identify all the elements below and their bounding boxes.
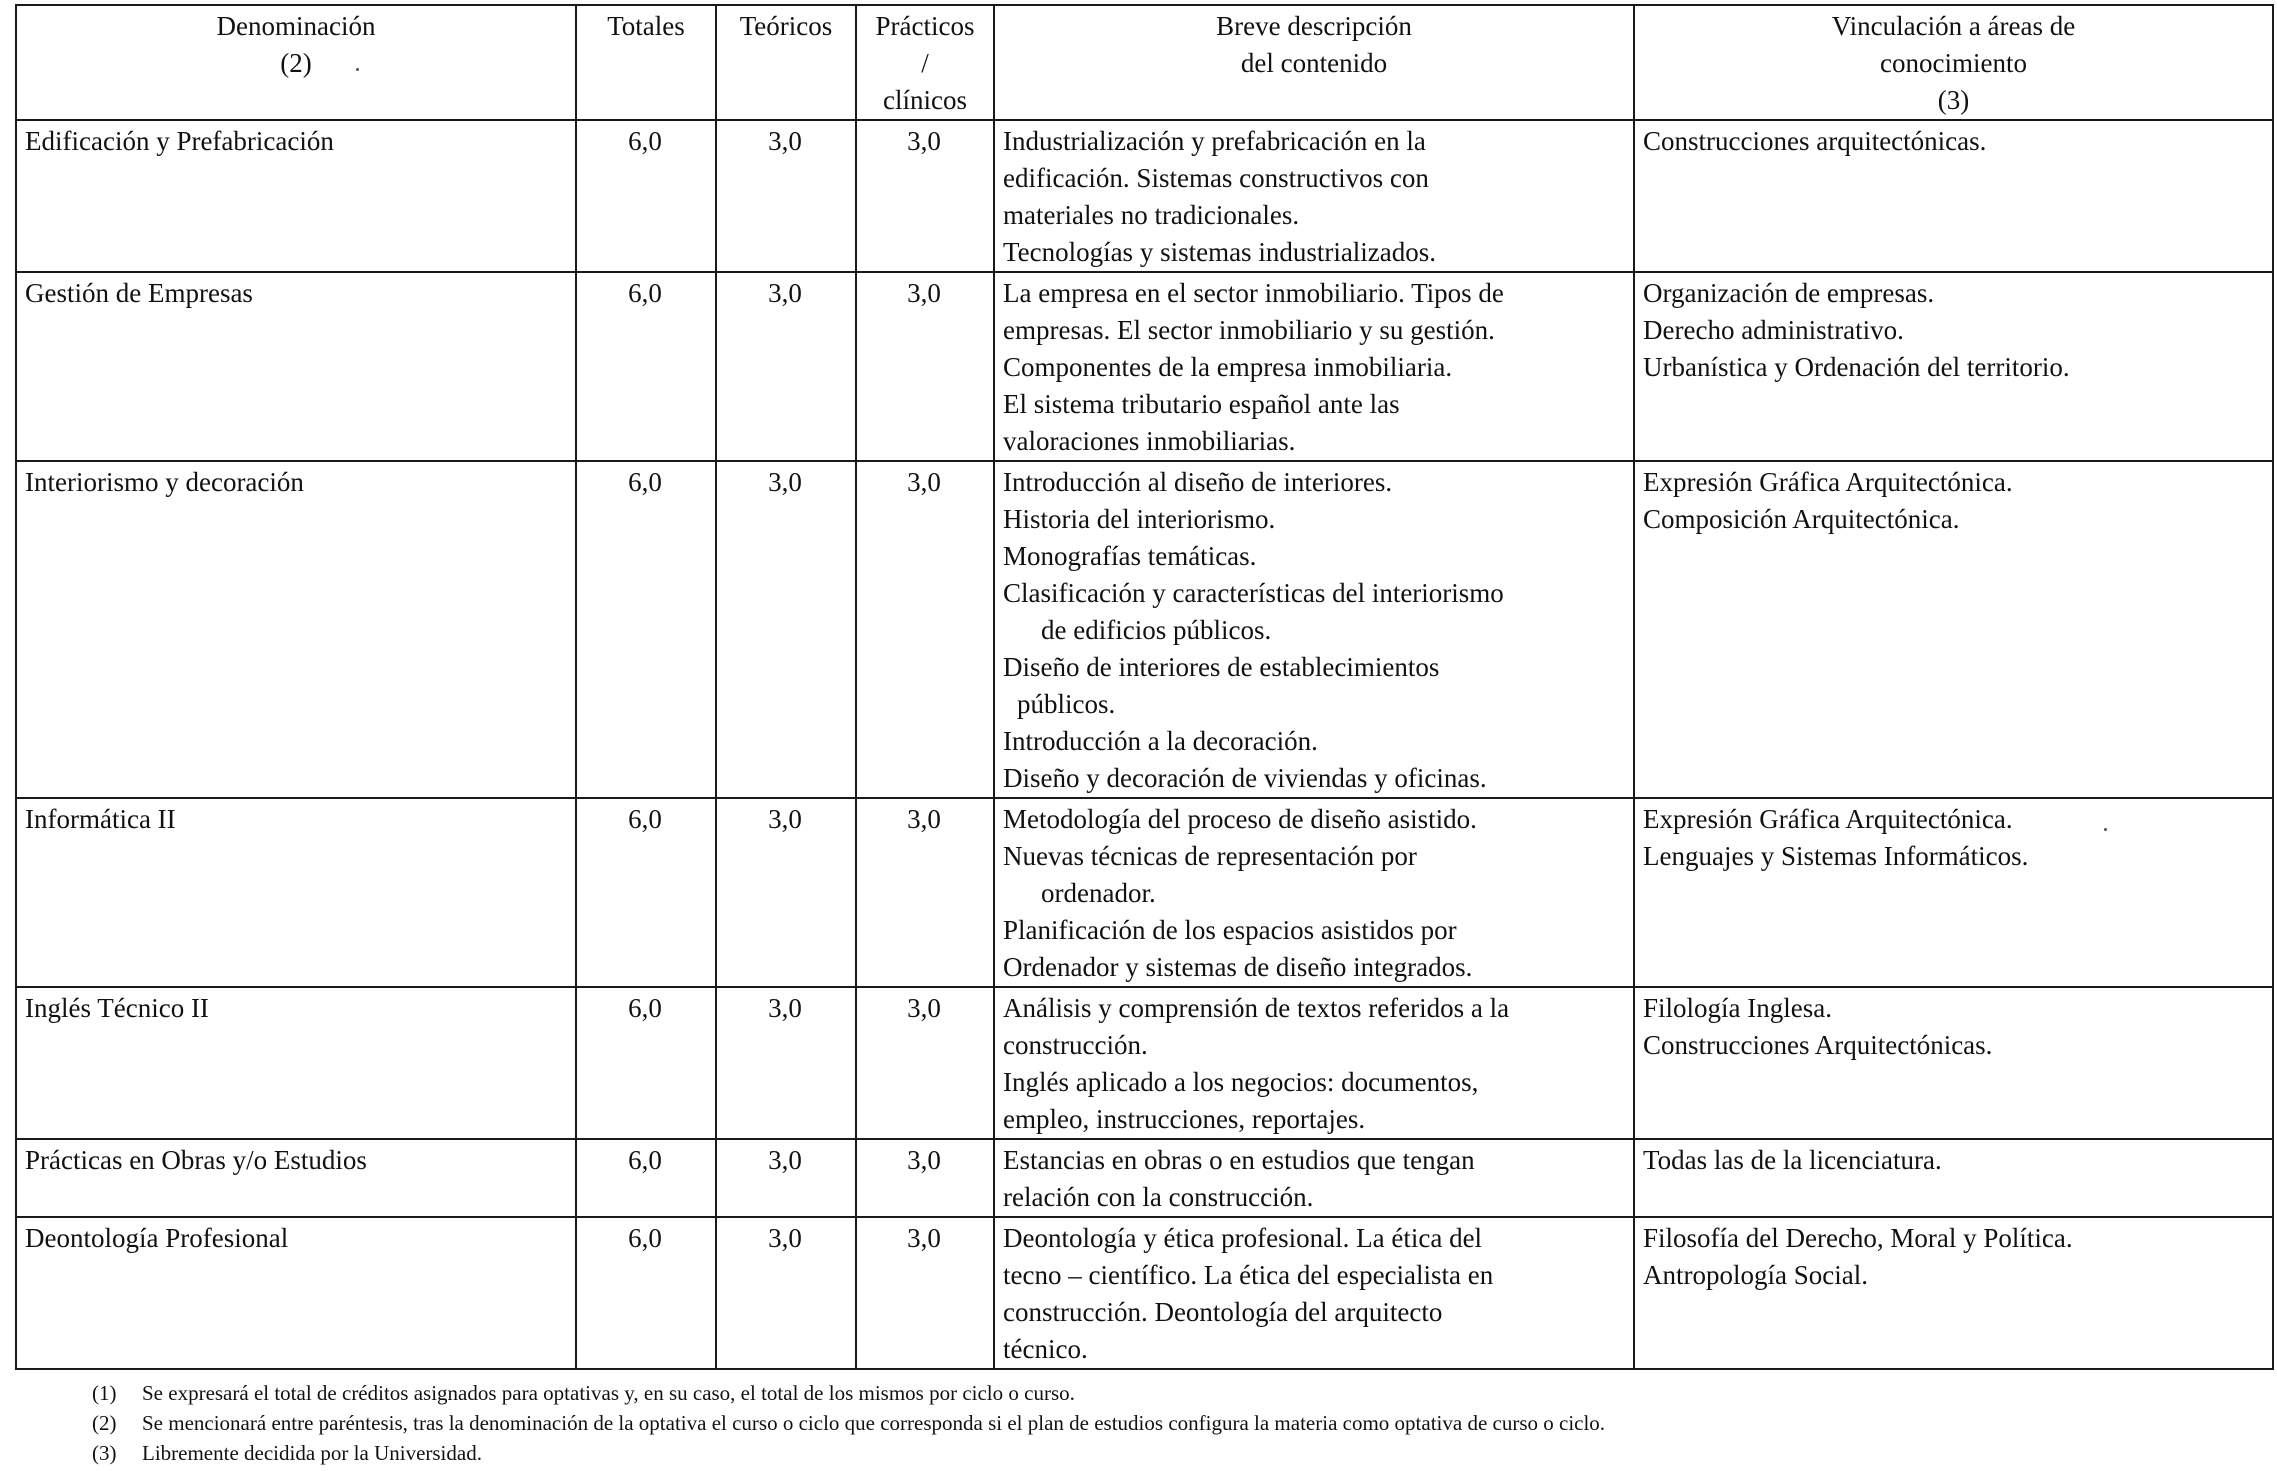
subject-description [994, 272, 1634, 461]
credits-practicos: 3,0 [856, 1217, 994, 1369]
table-row [16, 120, 2273, 272]
header-line: (2) [280, 48, 312, 78]
credits-totales: 6,0 [576, 798, 716, 987]
area-line: Expresión Gráfica Arquitectónica. [1643, 804, 2013, 834]
knowledge-areas [1634, 120, 2273, 272]
subject-description [994, 987, 1634, 1139]
credits-practicos: 3,0 [856, 272, 994, 461]
description-line: empleo, instrucciones, reportajes. [1003, 1104, 1366, 1134]
header-line: Denominación [216, 11, 376, 41]
description-line: Análisis y comprensión de textos referidos a la [1003, 993, 1510, 1023]
description-line: tecno – científico. La ética del especialista en [1003, 1260, 1494, 1290]
header-denominacion [16, 5, 576, 120]
area-line: Filosofía del Derecho, Moral y Política. [1643, 1223, 2073, 1253]
description-line: Inglés aplicado a los negocios: documentos, [1003, 1067, 1479, 1097]
description-line: de edificios públicos. [1041, 615, 1272, 645]
area-line: Urbanística y Ordenación del territorio. [1643, 352, 2070, 382]
credits-teoricos: 3,0 [716, 272, 856, 461]
credits-totales: 6,0 [576, 461, 716, 798]
description-line: Clasificación y características del interiorismo [1003, 578, 1504, 608]
description-line: relación con la construcción. [1003, 1182, 1314, 1212]
table-body [16, 120, 2273, 1369]
area-line: Construcciones Arquitectónicas. [1643, 1030, 1993, 1060]
description-line: Ordenador y sistemas de diseño integrados. [1003, 952, 1473, 982]
header-totales [576, 5, 716, 120]
table-row [16, 272, 2273, 461]
footnote-label: (1) [92, 1381, 117, 1405]
subject-description [994, 1139, 1634, 1217]
subject-name: Edificación y Prefabricación [16, 120, 576, 272]
subject-description [994, 461, 1634, 798]
footnote-label: (3) [92, 1441, 117, 1465]
description-line: Introducción al diseño de interiores. [1003, 467, 1393, 497]
credits-teoricos: 3,0 [716, 120, 856, 272]
knowledge-areas [1634, 1217, 2273, 1369]
description-line: Planificación de los espacios asistidos por [1003, 915, 1457, 945]
description-line: Industrialización y prefabricación en la [1003, 126, 1426, 156]
header-line: / [921, 48, 929, 78]
credits-totales: 6,0 [576, 1217, 716, 1369]
table-row [16, 798, 2273, 987]
credits-teoricos: 3,0 [716, 461, 856, 798]
description-line: Deontología y ética profesional. La ética del [1003, 1223, 1483, 1253]
scan-speck [2104, 828, 2107, 831]
scan-speck [356, 68, 359, 71]
area-line: Expresión Gráfica Arquitectónica. [1643, 467, 2013, 497]
table-row [16, 987, 2273, 1139]
description-line: materiales no tradicionales. [1003, 200, 1300, 230]
subject-name: Gestión de Empresas [16, 272, 576, 461]
header-practicos [856, 5, 994, 120]
footnote-label: (2) [92, 1411, 117, 1435]
header-line: Vinculación a áreas de [1831, 11, 2076, 41]
subject-name: Informática II [16, 798, 576, 987]
table-row [16, 461, 2273, 798]
description-line: Tecnologías y sistemas industrializados. [1003, 237, 1437, 267]
credits-totales: 6,0 [576, 1139, 716, 1217]
description-line: El sistema tributario español ante las [1003, 389, 1400, 419]
description-line: Metodología del proceso de diseño asistido. [1003, 804, 1477, 834]
footnote [92, 1408, 2252, 1438]
subject-name: Interiorismo y decoración [16, 461, 576, 798]
footnote-text: Libremente decidida por la Universidad. [142, 1441, 482, 1465]
header-line: Totales [607, 11, 685, 41]
header-vinculacion [1634, 5, 2273, 120]
credits-practicos: 3,0 [856, 120, 994, 272]
knowledge-areas [1634, 461, 2273, 798]
header-descripcion [994, 5, 1634, 120]
header-teoricos [716, 5, 856, 120]
header-line: Prácticos [875, 11, 975, 41]
description-line: empresas. El sector inmobiliario y su gestión. [1003, 315, 1495, 345]
credits-totales: 6,0 [576, 120, 716, 272]
footnote [92, 1378, 2252, 1408]
description-line: valoraciones inmobiliarias. [1003, 426, 1296, 456]
table-row [16, 1217, 2273, 1369]
description-line: Historia del interiorismo. [1003, 504, 1276, 534]
header-line: (3) [1937, 85, 1970, 115]
description-line: Introducción a la decoración. [1003, 726, 1318, 756]
knowledge-areas [1634, 272, 2273, 461]
area-line: Todas las de la licenciatura. [1643, 1145, 1942, 1175]
subject-name: Inglés Técnico II [16, 987, 576, 1139]
description-line: La empresa en el sector inmobiliario. Tipos de [1003, 278, 1504, 308]
table-header [16, 5, 2273, 120]
footnote-text: Se mencionará entre paréntesis, tras la denominación de la optativa el curso o ciclo que corresponda si el plan de estudios configura la materia como optativa de curso o ciclo. [142, 1411, 1606, 1435]
description-line: construcción. [1003, 1030, 1148, 1060]
area-line: Filología Inglesa. [1643, 993, 1832, 1023]
description-line: Nuevas técnicas de representación por [1003, 841, 1417, 871]
subject-name: Prácticas en Obras y/o Estudios [16, 1139, 576, 1217]
header-line: Teóricos [739, 11, 833, 41]
credits-practicos: 3,0 [856, 798, 994, 987]
credits-totales: 6,0 [576, 987, 716, 1139]
description-line: Componentes de la empresa inmobiliaria. [1003, 352, 1453, 382]
header-line: clínicos [883, 85, 967, 115]
credits-totales: 6,0 [576, 272, 716, 461]
header-line: del contenido [1240, 48, 1388, 78]
description-line: construcción. Deontología del arquitecto [1003, 1297, 1443, 1327]
credits-teoricos: 3,0 [716, 1217, 856, 1369]
header-line: Breve descripción [1216, 11, 1412, 41]
credits-practicos: 3,0 [856, 461, 994, 798]
optativas-table [15, 4, 2274, 1370]
credits-practicos: 3,0 [856, 1139, 994, 1217]
footnote-text: Se expresará el total de créditos asignados para optativas y, en su caso, el total de los mismos por ciclo o curso. [142, 1381, 1075, 1405]
description-line: Estancias en obras o en estudios que tengan [1003, 1145, 1475, 1175]
description-line: ordenador. [1041, 878, 1156, 908]
area-line: Construcciones arquitectónicas. [1643, 126, 1987, 156]
subject-name: Deontología Profesional [16, 1217, 576, 1369]
area-line: Derecho administrativo. [1643, 315, 1904, 345]
description-line: técnico. [1003, 1334, 1088, 1364]
credits-teoricos: 3,0 [716, 987, 856, 1139]
description-line: públicos. [1017, 689, 1116, 719]
description-line: Diseño de interiores de establecimientos [1003, 652, 1440, 682]
table-row [16, 1139, 2273, 1217]
subject-description [994, 120, 1634, 272]
footnotes [92, 1378, 2252, 1468]
knowledge-areas [1634, 1139, 2273, 1217]
credits-teoricos: 3,0 [716, 1139, 856, 1217]
description-line: edificación. Sistemas constructivos con [1003, 163, 1429, 193]
subject-description [994, 1217, 1634, 1369]
area-line: Organización de empresas. [1643, 278, 1935, 308]
knowledge-areas [1634, 798, 2273, 987]
footnote [92, 1438, 2252, 1468]
header-line: conocimiento [1880, 48, 2027, 78]
area-line: Antropología Social. [1643, 1260, 1868, 1290]
description-line: Monografías temáticas. [1003, 541, 1257, 571]
credits-teoricos: 3,0 [716, 798, 856, 987]
area-line: Composición Arquitectónica. [1643, 504, 1960, 534]
description-line: Diseño y decoración de viviendas y oficinas. [1003, 763, 1487, 793]
knowledge-areas [1634, 987, 2273, 1139]
credits-practicos: 3,0 [856, 987, 994, 1139]
area-line: Lenguajes y Sistemas Informáticos. [1643, 841, 2029, 871]
subject-description [994, 798, 1634, 987]
